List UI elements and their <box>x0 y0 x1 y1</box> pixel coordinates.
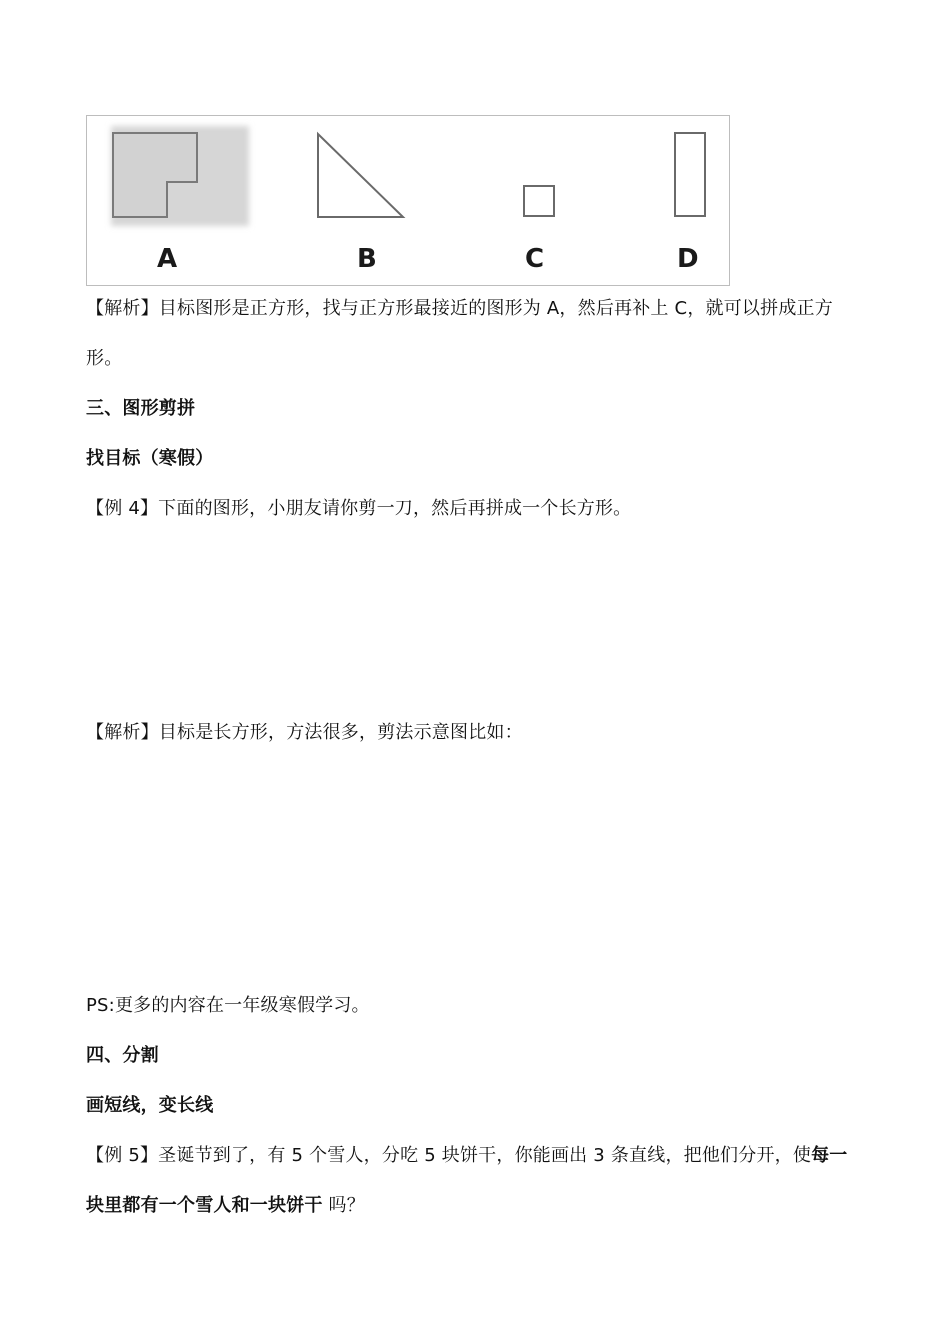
section-3-heading: 三、图形剪拼 <box>86 398 196 419</box>
shape-c <box>524 186 554 216</box>
label-c: C <box>525 244 545 274</box>
shape-b <box>318 134 403 217</box>
analysis-1-line-1: 【解析】目标图形是正方形，找与正方形最接近的图形为 A，然后再补上 C，就可以拼成正方 <box>86 298 833 319</box>
example-5-text-normal: 【例 5】圣诞节到了，有 5 个雪人，分吃 5 块饼干，你能画出 3 条直线，把他们分开，使 <box>86 1145 812 1166</box>
shapes-drawing <box>87 116 731 287</box>
example-5-line-1 <box>86 1145 847 1167</box>
example-4: 【例 4】下面的图形，小朋友请你剪一刀，然后再拼成一个长方形。 <box>86 498 632 519</box>
analysis-2: 【解析】目标是长方形，方法很多，剪法示意图比如： <box>86 722 523 743</box>
label-b: B <box>357 244 377 274</box>
section-4-heading: 四、分割 <box>86 1045 159 1066</box>
ps-note: PS:更多的内容在一年级寒假学习。 <box>86 995 370 1016</box>
label-d: D <box>677 244 699 274</box>
example-5-text-bold: 每一 <box>811 1145 848 1166</box>
example-5-text-bold-2: 块里都有一个雪人和一块饼干 <box>86 1195 323 1216</box>
label-a: A <box>157 244 178 274</box>
section-4-subheading: 画短线，变长线 <box>86 1095 214 1116</box>
shapes-figure <box>86 115 730 286</box>
analysis-1-line-2: 形。 <box>86 348 123 369</box>
section-3-subheading: 找目标（寒假） <box>86 448 214 469</box>
shape-d <box>675 133 705 216</box>
example-5-line-2 <box>86 1195 365 1217</box>
example-5-text-normal-2: 吗？ <box>328 1195 365 1216</box>
